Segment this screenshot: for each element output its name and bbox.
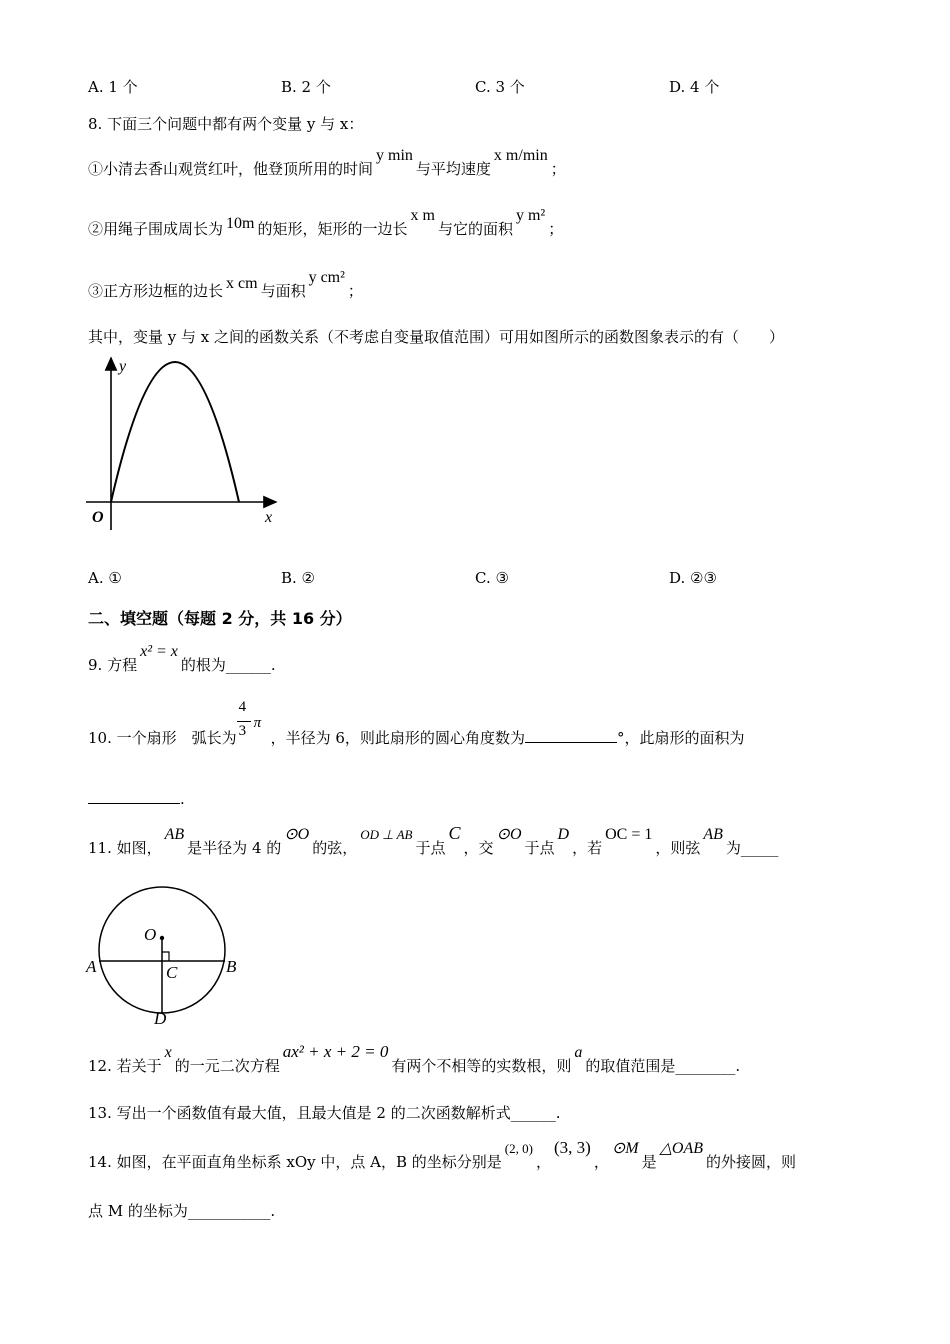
q11-label-d: D	[154, 1009, 167, 1028]
q10: 10. 一个扇形 弧长为 4 3 π ，半径为 6，则此扇形的圆心角度数为 °，此扇形的面积为	[88, 699, 745, 747]
q11-center-dot	[160, 936, 164, 940]
q11-circle-figure	[82, 880, 252, 1028]
q7-option-d: D. 4 个	[669, 78, 720, 96]
q10-pi: π	[253, 715, 262, 731]
q8-parabola-graph	[80, 352, 290, 537]
q10-frac-den: 3	[238, 723, 247, 739]
q8-item-2: ②用绳子围成周长为 10m 的矩形，矩形的一边长x m与它的面积y m²；	[88, 207, 564, 238]
q8-option-c: C. ③	[475, 569, 509, 587]
section-title: 二、填空题（每题 2 分，共 16 分）	[88, 609, 352, 628]
q8-option-d: D. ②③	[669, 569, 717, 587]
q7-option-c: C. 3 个	[475, 78, 525, 96]
q8-option-b: B. ②	[281, 569, 316, 587]
q8-option-a: A. ①	[88, 569, 122, 587]
q11-label-a: A	[86, 957, 97, 976]
q14: 14. 如图，在平面直角坐标系 xOy 中，点 A，B 的坐标分别是(2, 0)，(3, 3)，⊙M是△OAB的外接圆，则	[88, 1138, 796, 1171]
q11-right-angle-mark	[162, 952, 169, 961]
q14-line2: 点 M 的坐标为___________.	[88, 1202, 276, 1220]
q12: 12. 若关于x的一元二次方程ax² + x + 2 = 0有两个不相等的实数根，则a的取值范围是________.	[88, 1042, 741, 1075]
q8-y-label: y	[119, 358, 127, 375]
q8-x-label: x	[265, 509, 273, 526]
q8-origin-label: O	[92, 509, 104, 526]
q11: 11. 如图，AB是半径为 4 的⊙O的弦，OD ⊥ AB于点C，交⊙O于点D，若OC = 1，则弦AB为_____	[88, 823, 779, 857]
q9: 9. 方程x² = x的根为______.	[88, 643, 276, 674]
q8-item-1: ①小清去香山观赏红叶，他登顶所用的时间y min与平均速度x m/min；	[88, 147, 566, 178]
q13: 13. 写出一个函数值有最大值，且最大值是 2 的二次函数解析式______.	[88, 1104, 561, 1122]
q10-line2: .	[88, 790, 185, 808]
q11-label-o: O	[144, 925, 157, 944]
q8-parabola-curve	[111, 362, 239, 502]
q8-item-3: ③正方形边框的边长 x cm 与面积y cm²；	[88, 269, 363, 300]
q11-label-c: C	[166, 963, 178, 982]
q11-label-b: B	[226, 957, 237, 976]
q7-option-a: A. 1 个	[88, 78, 138, 96]
q7-option-b: B. 2 个	[281, 78, 331, 96]
q8-stem: 8. 下面三个问题中都有两个变量 y 与 x：	[88, 115, 364, 133]
q10-frac-num: 4	[238, 699, 247, 715]
q8-question: 其中，变量 y 与 x 之间的函数关系（不考虑自变量取值范围）可用如图所示的函数图象表示的有（ ）	[88, 328, 785, 346]
